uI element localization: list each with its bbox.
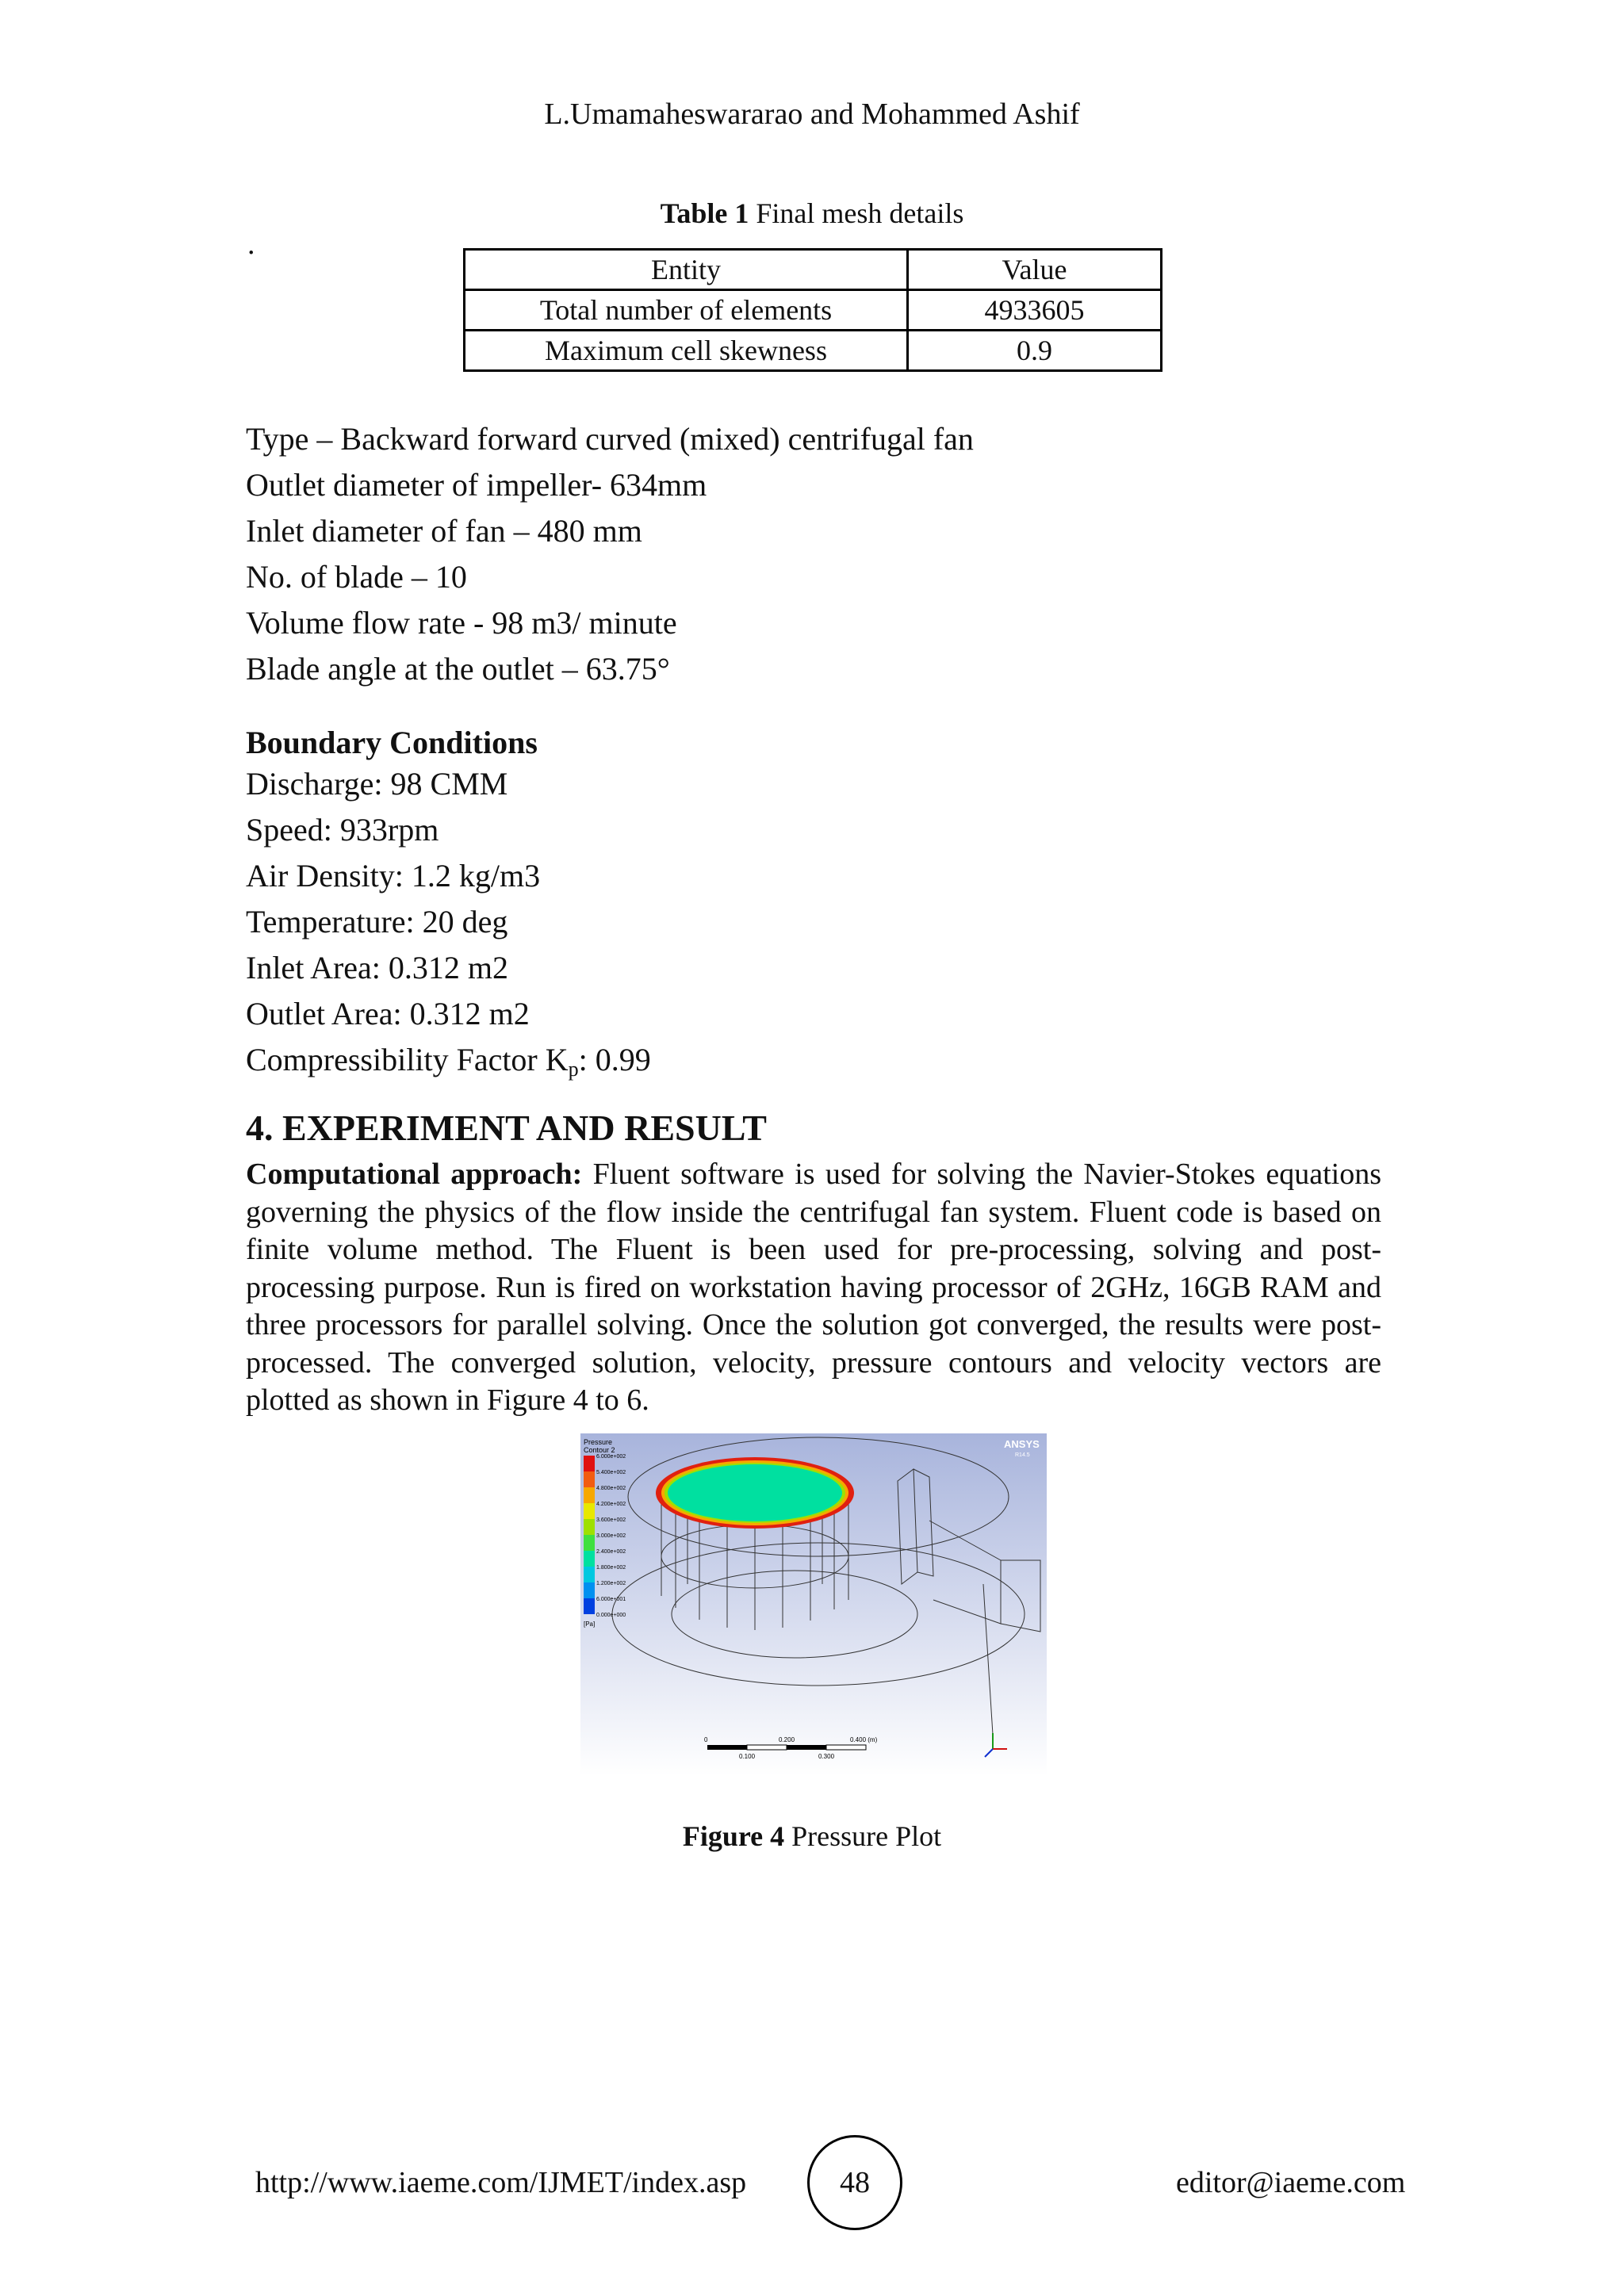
- compressibility-prefix: Compressibility Factor K: [246, 1042, 569, 1077]
- stray-mark: .: [247, 228, 255, 261]
- paragraph-lead: Computational approach:: [246, 1158, 583, 1191]
- table-caption-label: Table 1: [660, 197, 749, 229]
- table-header-cell: Value: [908, 250, 1162, 290]
- fan-spec-line: Inlet diameter of fan – 480 mm: [246, 513, 642, 549]
- boundary-conditions-heading: Boundary Conditions: [246, 725, 538, 760]
- section-heading: 4. EXPERIMENT AND RESULT: [246, 1108, 767, 1148]
- table-cell: Maximum cell skewness: [465, 331, 908, 371]
- body-paragraph: [246, 1156, 1381, 1420]
- table-cell: 0.9: [908, 331, 1162, 371]
- fan-spec-line: No. of blade – 10: [246, 559, 467, 595]
- scale-label: 0.300: [818, 1753, 835, 1760]
- table-cell: 4933605: [908, 290, 1162, 331]
- legend-value: 1.800e+002: [596, 1565, 626, 1571]
- boundary-condition-line: Discharge: 98 CMM: [246, 766, 508, 802]
- boundary-condition-line: Temperature: 20 deg: [246, 904, 508, 939]
- pressure-plot-figure: [580, 1433, 1047, 1776]
- scale-label: 0.100: [739, 1753, 756, 1760]
- legend-unit: [Pa]: [584, 1621, 596, 1628]
- boundary-condition-line: Outlet Area: 0.312 m2: [246, 996, 530, 1031]
- figure-caption: [0, 1820, 1624, 1853]
- table-cell: Total number of elements: [465, 290, 908, 331]
- table-caption-text: Final mesh details: [756, 197, 964, 229]
- scale-label: 0.200: [779, 1736, 795, 1743]
- legend-value: 4.800e+002: [596, 1486, 626, 1491]
- figure-caption-text: Pressure Plot: [791, 1820, 942, 1852]
- table-caption: [0, 197, 1624, 230]
- footer-url-link[interactable]: http://www.iaeme.com/IJMET/index.asp: [255, 2166, 747, 2199]
- legend-title: Pressure: [584, 1438, 613, 1446]
- fan-spec-line: Outlet diameter of impeller- 634mm: [246, 467, 707, 503]
- fan-spec-line: Type – Backward forward curved (mixed) centrifugal fan: [246, 421, 974, 457]
- table-header-row: [465, 250, 1162, 290]
- scale-label: 0.400 (m): [850, 1736, 878, 1743]
- compressibility-suffix: : 0.99: [578, 1042, 651, 1077]
- legend-value: 1.200e+002: [596, 1581, 626, 1586]
- legend-value: 0.000e+000: [596, 1613, 626, 1618]
- legend-value: 6.000e+002: [596, 1454, 626, 1460]
- legend-value: 3.000e+002: [596, 1533, 626, 1539]
- fan-spec-line: Volume flow rate - 98 m3/ minute: [246, 605, 677, 641]
- table-header-cell: Entity: [465, 250, 908, 290]
- legend-value: 3.600e+002: [596, 1517, 626, 1523]
- legend-value: 6.000e+001: [596, 1597, 626, 1602]
- scale-label: 0: [704, 1736, 708, 1743]
- compressibility-line: [246, 1044, 651, 1080]
- table-row: [465, 331, 1162, 371]
- ansys-brand: ANSYS: [1004, 1438, 1040, 1450]
- legend-value: 4.200e+002: [596, 1502, 626, 1507]
- table-row: [465, 290, 1162, 331]
- ansys-version: R14.5: [1015, 1452, 1030, 1458]
- boundary-condition-line: Air Density: 1.2 kg/m3: [246, 858, 541, 894]
- boundary-condition-line: Inlet Area: 0.312 m2: [246, 950, 509, 985]
- footer-email-link[interactable]: editor@iaeme.com: [1176, 2166, 1406, 2199]
- paragraph-text: Fluent software is used for solving the Navier-Stokes equations governing the physics of the flow inside the centrifugal fan system. Fluent code is based on finite volume method. The Fluent is been used for pre-processing, solving and post-processing purpose. Run is fired on workstation having processor of 2GHz, 16GB RAM and three processors for parallel solving. Once the solution got converged, the results were post-processed. The converged solution, velocity, pressure contours and velocity vectors are plotted as shown in Figure 4 to 6.: [246, 1158, 1381, 1417]
- figure-caption-label: Figure 4: [682, 1820, 785, 1852]
- inlet-face-contour: [668, 1464, 842, 1521]
- legend-subtitle: Contour 2: [584, 1446, 615, 1454]
- mesh-details-table: [463, 248, 1162, 372]
- compressibility-subscript: p: [568, 1058, 579, 1081]
- boundary-condition-line: Speed: 933rpm: [246, 812, 439, 848]
- fan-spec-line: Blade angle at the outlet – 63.75°: [246, 651, 670, 687]
- running-header: L.Umamaheswararao and Mohammed Ashif: [544, 98, 1080, 131]
- legend-value: 5.400e+002: [596, 1470, 626, 1475]
- legend-value: 2.400e+002: [596, 1549, 626, 1555]
- page-number: 48: [807, 2135, 902, 2230]
